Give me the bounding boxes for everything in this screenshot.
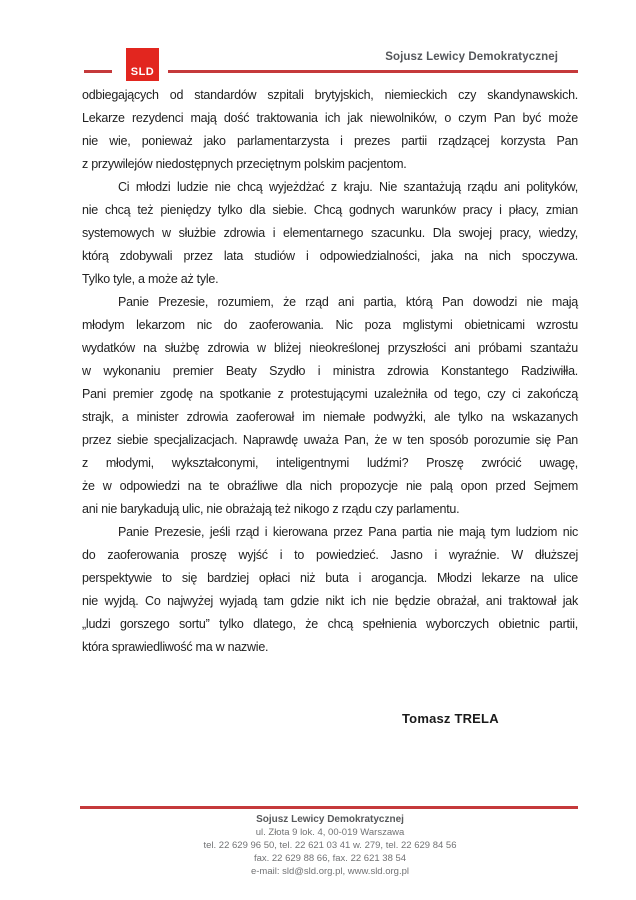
text-line: Tylko tyle, a może aż tyle. (82, 272, 219, 286)
footer-address: ul. Złota 9 lok. 4, 00-019 Warszawa (255, 827, 405, 838)
paragraph (82, 84, 578, 176)
paragraph (82, 521, 578, 659)
text-line: ani nie barykadują ulic, nie obrażają też nikogo z rządu czy parlamentu. (82, 502, 460, 516)
footer-phone: tel. 22 629 96 50, tel. 22 621 03 41 w. 279, tel. 22 629 84 56 (203, 840, 457, 851)
text-line: perspektywie to się bardziej opłaci niż buta i arogancja. Młodzi lekarze na ulice (82, 571, 578, 585)
text-line: nie wyjdą. Co najwyżej wyjadą tam gdzie nikt ich nie będzie obrażał, ani traktował jak (82, 594, 578, 608)
header-rule (168, 70, 578, 73)
text-line: którą zdobywali przez lata studiów i odpowiedzialności, jaka na nich spoczywa. (82, 249, 578, 263)
text-line: Ci młodzi ludzie nie chcą wyjeżdżać z kraju. Nie szantażują rządu ani polityków, (118, 180, 578, 194)
text-line: nie chcą też pieniędzy tylko dla siebie. Chcą godnych warunków pracy i płacy, zmian (82, 203, 578, 217)
footer-email-web: e-mail: sld@sld.org.pl, www.sld.org.pl (250, 866, 409, 877)
sld-logo (126, 48, 159, 81)
text-line: wydatków na służbę zdrowia w bliżej nieokreślonej przyszłości ani próbami szantażu (82, 341, 578, 355)
text-line: młodym lekarzom nic do zaoferowania. Nic poza mglistymi obietnicami wzrostu (82, 318, 578, 332)
text-line: z przywilejów niedostępnych przeciętnym polskim pacjentom. (82, 157, 407, 171)
paragraph (82, 291, 578, 521)
text-line: przez siebie specjalizacjach. Naprawdę uważa Pan, że w ten sposób porozumie się Pan (82, 433, 578, 447)
text-line: do zaoferowania proszę wyjść i to powiedzieć. Jasno i wyraźnie. W dłuższej (82, 548, 578, 562)
text-line: systemowych w służbie zdrowia i elementarnego szacunku. Dla swojej pracy, wiedzy, (82, 226, 578, 240)
text-line: nie wie, ponieważ jako parlamentarzysta i prezes partii rządzącej korzysta Pan (82, 134, 578, 148)
text-line: Pani premier zgodę na spotkanie z protestującymi uzależniła od tego, czy ci zakończą (82, 387, 578, 401)
footer-fax: fax. 22 629 88 66, fax. 22 621 38 54 (253, 853, 407, 864)
paragraph (82, 176, 578, 291)
footer-org-name: Sojusz Lewicy Demokratycznej (256, 814, 404, 825)
header-rule-left (84, 70, 112, 73)
footer-text-block (82, 813, 578, 878)
text-line: w wykonaniu premier Beaty Szydło i ministra zdrowia Konstantego Radziwiłła. (82, 364, 578, 378)
footer-rule (80, 806, 578, 809)
text-line: Panie Prezesie, rozumiem, że rząd ani partia, którą Pan dowodzi nie mają (118, 295, 578, 309)
text-line: że w odpowiedzi na te obraźliwe dla nich propozycje nie palą opon przed Sejmem (82, 479, 578, 493)
text-line: Lekarze rezydenci mają dość traktowania ich jak niewolników, o czym Pan być może (82, 111, 578, 125)
header-org-name: Sojusz Lewicy Demokratycznej (385, 51, 558, 63)
signature: Tomasz TRELA (402, 711, 499, 726)
text-line: z młodymi, wykształconymi, inteligentnymi ludźmi? Proszę zwrócić uwagę, (82, 456, 578, 470)
letter-body (82, 84, 578, 659)
text-line: która sprawiedliwość ma w nazwie. (82, 640, 269, 654)
text-line: strajk, a minister zdrowia zaoferował im niemałe podwyżki, ale tylko na wskazanych (82, 410, 578, 424)
sld-logo-text: SLD (130, 66, 155, 78)
text-line: Panie Prezesie, jeśli rząd i kierowana przez Pana partia nie mają tym ludziom nic (118, 525, 578, 539)
text-line: odbiegających od standardów szpitali brytyjskich, niemieckich czy skandynawskich. (82, 88, 578, 102)
text-line: „ludzi gorszego sortu” tylko dlatego, że chcą spełnienia wyborczych obietnic partii, (82, 617, 578, 631)
